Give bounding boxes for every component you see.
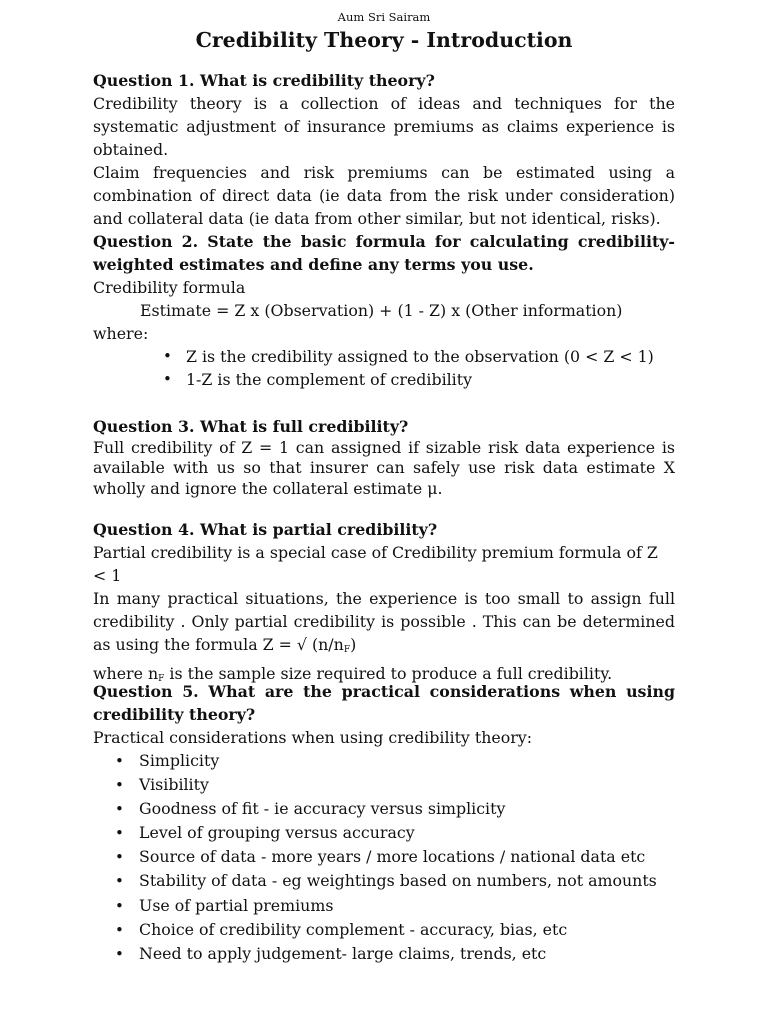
question-5-intro: Practical considerations when using credibility theory: <box>93 728 533 747</box>
list-item: • Simplicity <box>93 749 675 773</box>
question-3-section <box>93 417 675 499</box>
list-item: • Goodness of fit - ie accuracy versus simplicity <box>93 797 675 821</box>
question-5-heading-line-2: credibility theory? <box>93 705 256 724</box>
question-1-paragraph-1: Credibility theory is a collection of ideas and techniques for the systematic adjustment of insurance premiums as claims experience is obtained. <box>93 94 675 159</box>
practical-considerations-list <box>93 749 675 966</box>
bullet-icon: • <box>115 896 124 915</box>
bullet-icon: • <box>163 370 172 388</box>
bullet-icon: • <box>115 800 124 819</box>
question-4-paragraph-1: Partial credibility is a special case of Credibility premium formula of Z < 1 <box>93 543 658 585</box>
question-5-section <box>93 680 675 966</box>
question-3-heading: Question 3. What is full credibility? <box>93 417 409 436</box>
formula-label: Credibility formula <box>93 278 246 297</box>
bullet-icon: • <box>115 872 124 891</box>
question-4-section <box>93 518 675 691</box>
bullet-icon: • <box>115 944 124 963</box>
where-label: where: <box>93 324 149 343</box>
question-2-heading-line-1: Question 2. State the basic formula for calculating credibility- <box>93 232 675 251</box>
invocation-line: Aum Sri Sairam <box>337 10 431 24</box>
list-item: • Visibility <box>93 773 675 797</box>
credibility-formula: Estimate = Z x (Observation) + (1 - Z) x (Other information) <box>140 301 623 320</box>
bullet-icon: • <box>115 824 124 843</box>
question-1-heading: Question 1. What is credibility theory? <box>93 71 435 90</box>
bullet-icon: • <box>163 347 172 365</box>
list-item: • Choice of credibility complement - accuracy, bias, etc <box>93 918 675 942</box>
bullet-icon: • <box>115 752 124 770</box>
list-item: • 1-Z is the complement of credibility <box>163 370 473 389</box>
bullet-icon: • <box>115 920 124 939</box>
list-item: • Source of data - more years / more locations / national data etc <box>93 845 675 869</box>
page-title: Credibility Theory - Introduction <box>195 28 573 52</box>
question-2-section <box>93 230 675 391</box>
list-item: • Use of partial premiums <box>93 894 675 918</box>
question-1-paragraph-2: Claim frequencies and risk premiums can be estimated using a combination of direct data (ie data from the risk under consideration) and collateral data (ie data from other similar, but not identical, risks). <box>93 163 675 228</box>
question-5-heading-line-1: Question 5. What are the practical considerations when using <box>93 682 675 701</box>
bullet-icon: • <box>115 776 124 795</box>
question-1-section <box>93 69 675 230</box>
question-2-heading-line-2: weighted estimates and define any terms you use. <box>93 255 534 274</box>
question-3-body: Full credibility of Z = 1 can assigned if sizable risk data experience is available with us so that insurer can safely use risk data estimate X wholly and ignore the collateral estimate μ. <box>93 437 675 498</box>
formula-terms-list <box>93 345 675 391</box>
list-item: • Level of grouping versus accuracy <box>93 821 675 845</box>
question-4-paragraph-3: where $n_F$ is the sample size required to produce a full credibility. <box>93 664 613 684</box>
bullet-icon: • <box>115 848 124 867</box>
list-item: • Z is the credibility assigned to the observation (0 < Z < 1) <box>163 347 654 366</box>
question-4-paragraph-2: In many practical situations, the experience is too small to assign full credibility . Only partial credibility is possible . This can be determined as using the formula Z = √ $(n/n_F)$ <box>93 589 675 655</box>
question-4-heading: Question 4. What is partial credibility? <box>93 520 438 539</box>
list-item: • Stability of data - eg weightings based on numbers, not amounts <box>93 869 675 893</box>
list-item: • Need to apply judgement- large claims, trends, etc <box>93 942 675 966</box>
